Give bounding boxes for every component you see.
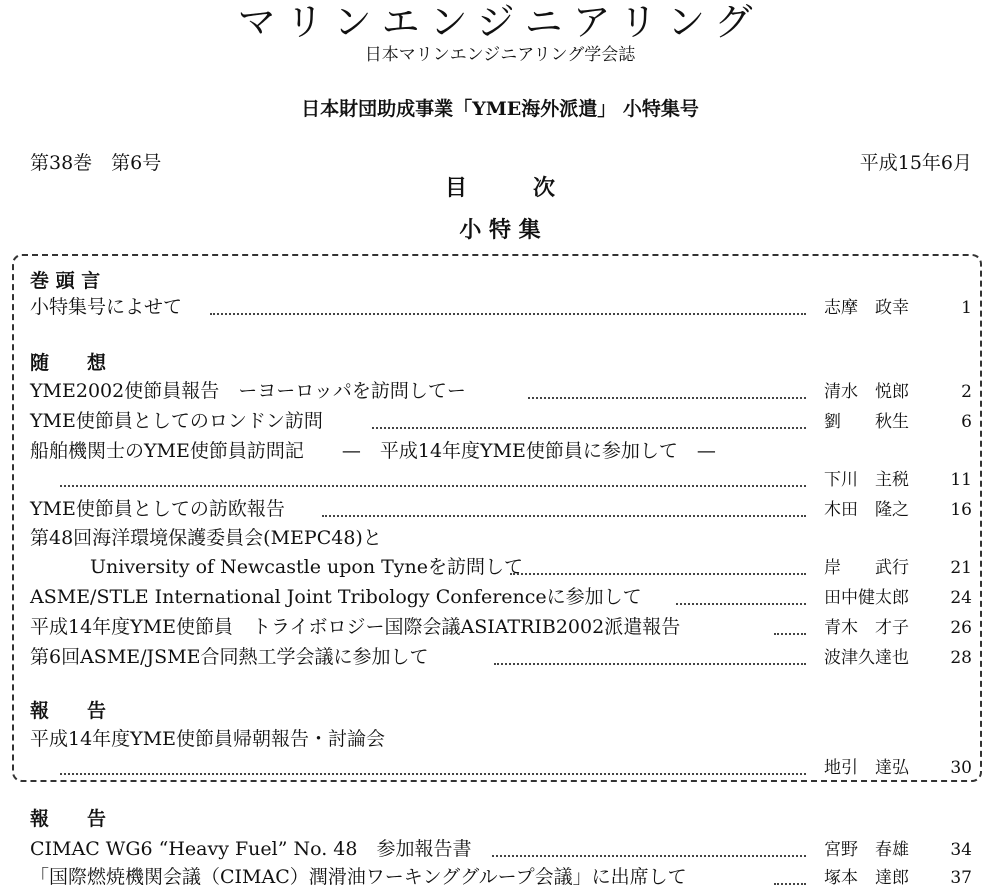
toc-entry-title: 小特集号によせて [30, 296, 183, 318]
leader-dots [60, 773, 806, 775]
leader-dots [210, 313, 806, 315]
toc-entry-title: 第48回海洋環境保護委員会(MEPC48)と [30, 527, 382, 549]
toc-entry-page: 11 [950, 470, 972, 490]
toc-entry-title-continued: University of Newcastle upon Tyneを訪問して [90, 556, 523, 578]
toc-entry-author: 青木 才子 [824, 618, 909, 638]
leader-dots [60, 485, 806, 487]
toc-entry-title: CIMAC WG6 “Heavy Fuel” No. 48 参加報告書 [30, 838, 472, 860]
toc-entry-author: 塚本 達郎 [824, 868, 909, 888]
toc-entry-page: 6 [961, 412, 972, 432]
toc-entry-author: 清水 悦郎 [824, 382, 909, 402]
toc-entry-author: 岸 武行 [824, 558, 909, 578]
toc-entry-page: 37 [950, 868, 972, 888]
toc-entry-title: YME使節員としてのロンドン訪問 [30, 410, 323, 432]
toc-entry-page: 21 [950, 558, 972, 578]
issue-date: 平成15年6月 [859, 152, 972, 174]
journal-title: マリンエンジニアリング [237, 0, 763, 44]
toc-entry-title: ASME/STLE International Joint Tribology Conferenceに参加して [30, 586, 642, 608]
toc-entry-author: 下川 主税 [824, 470, 909, 490]
leader-dots [510, 573, 806, 575]
toc-entry-title: YME使節員としての訪欧報告 [30, 498, 285, 520]
toc-entry-page: 26 [950, 618, 972, 638]
leader-dots [774, 883, 806, 885]
section-heading-report: 報 告 [30, 700, 107, 722]
toc-entry-title: YME2002使節員報告 ーヨーロッパを訪問してー [30, 380, 466, 402]
section-heading-foreword: 巻 頭 言 [30, 270, 101, 292]
volume-number: 第38巻 第6号 [30, 152, 162, 174]
leader-dots [494, 663, 806, 665]
toc-entry-title: 船舶機関士のYME使節員訪問記 — 平成14年度YME使節員に参加して — [30, 440, 716, 462]
toc-entry-title: 平成14年度YME使節員 トライボロジー国際会議ASIATRIB2002派遣報告 [30, 616, 681, 638]
toc-entry-title: 平成14年度YME使節員帰朝報告・討論会 [30, 728, 386, 750]
toc-entry-page: 30 [950, 758, 972, 778]
leader-dots [676, 603, 806, 605]
toc-entry-page: 1 [961, 298, 972, 318]
toc-entry-author: 志摩 政幸 [824, 298, 909, 318]
toc-entry-author: 波津久達也 [824, 648, 909, 668]
toc-entry-page: 28 [950, 648, 972, 668]
leader-dots [528, 397, 806, 399]
toc-entry-page: 16 [950, 500, 972, 520]
leader-dots [322, 515, 806, 517]
toc-entry-page: 24 [950, 588, 972, 608]
toc-entry-author: 劉 秋生 [824, 412, 909, 432]
section-heading-essays: 随 想 [30, 352, 107, 374]
section-heading-outside-report: 報 告 [30, 808, 107, 830]
leader-dots [372, 427, 806, 429]
toc-entry-author: 宮野 春雄 [824, 840, 909, 860]
toc-heading: 目 次 [444, 175, 555, 201]
toc-entry-page: 2 [961, 382, 972, 402]
toc-entry-author: 地引 達弘 [824, 758, 909, 778]
mini-feature-heading: 小 特 集 [459, 217, 541, 243]
leader-dots [774, 633, 806, 635]
toc-entry-author: 田中健太郎 [824, 588, 909, 608]
toc-entry-title: 第6回ASME/JSME合同熱工学会議に参加して [30, 646, 429, 668]
toc-entry-page: 34 [950, 840, 972, 860]
toc-entry-author: 木田 隆之 [824, 500, 909, 520]
special-issue-title: 日本財団助成事業「YME海外派遣」 小特集号 [301, 98, 699, 120]
toc-entry-title: 「国際燃焼機関会議（CIMAC）潤滑油ワーキンググループ会議」に出席して [30, 866, 687, 888]
journal-subtitle: 日本マリンエンジニアリング学会誌 [364, 45, 636, 65]
leader-dots [492, 855, 806, 857]
